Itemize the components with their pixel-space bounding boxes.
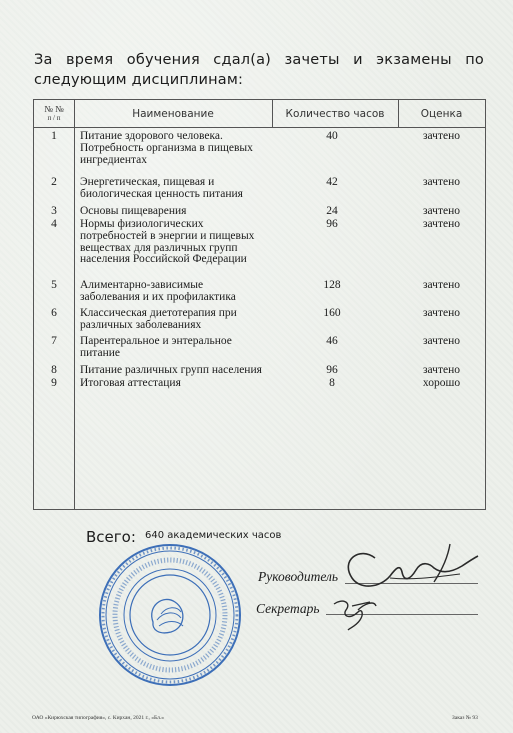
row-number: 7: [51, 335, 57, 347]
head-signature: [330, 538, 480, 598]
grade-value: зачтено: [422, 176, 460, 188]
hours-value: 96: [326, 218, 338, 230]
hours-value: 46: [326, 335, 338, 347]
hours-value: 42: [326, 176, 338, 188]
discipline-name: [80, 308, 280, 332]
hours-value: 128: [323, 279, 341, 291]
row-number: 5: [51, 279, 57, 291]
discipline-name: [80, 177, 280, 201]
order-number: Заказ № 93: [452, 715, 478, 721]
grade-value: зачтено: [422, 279, 460, 291]
header-number-bottom: п / п: [47, 113, 61, 122]
discipline-name-line: Энергетическая, пищевая и: [80, 176, 215, 188]
discipline-name-line: Парентеральное и энтеральное: [80, 335, 232, 347]
header-number: [34, 100, 74, 127]
hours-value: 8: [329, 377, 335, 389]
discipline-name: [80, 365, 280, 377]
grade-value: хорошо: [422, 377, 461, 389]
discipline-name-line: потребностей в энергии и пищевых: [80, 229, 255, 242]
printer-imprint: ОАО «Кирюхская типография», с. Кирхан, 2021 г., «Бл.»: [32, 715, 164, 721]
discipline-name: [80, 206, 280, 218]
discipline-name: [80, 131, 280, 166]
discipline-name-line: Нормы физиологических: [80, 218, 204, 230]
discipline-name-line: заболевания и их профилактика: [80, 290, 236, 303]
discipline-name-line: Классическая диетотерапия при: [80, 307, 237, 319]
header-number-top: № №: [44, 103, 64, 114]
discipline-name-line: питание: [80, 346, 120, 359]
hours-value: 40: [326, 130, 338, 142]
row-number: 3: [51, 205, 57, 217]
head-signature-label: Руководитель: [258, 569, 339, 584]
row-number: 2: [51, 176, 57, 188]
column-divider: [74, 100, 75, 509]
discipline-name-line: ингредиентах: [80, 153, 148, 166]
discipline-name-line: биологическая ценность питания: [80, 187, 243, 200]
header-grade: Оценка: [420, 107, 463, 120]
discipline-name-line: Основы пищеварения: [80, 205, 187, 217]
grade-value: зачтено: [422, 364, 460, 376]
total-label: Всего:: [86, 528, 136, 546]
grade-value: зачтено: [422, 335, 460, 347]
discipline-name: [80, 280, 280, 304]
discipline-name: [80, 336, 280, 360]
discipline-name-line: населения Российской Федерации: [80, 253, 247, 266]
discipline-name: [80, 219, 280, 266]
discipline-name-line: Алиментарно-зависимые: [80, 279, 204, 291]
page-heading: За время обучения сдал(а) зачеты и экзамены по следующим дисциплинам:: [34, 52, 484, 88]
header-hours: Количество часов: [285, 107, 385, 120]
discipline-name-line: Питание здорового человека.: [80, 130, 223, 142]
disciplines-table: [33, 99, 486, 510]
discipline-name-line: Питание различных групп населения: [80, 364, 262, 376]
row-number: 6: [51, 307, 57, 319]
secretary-signature-label: Секретарь: [256, 601, 320, 616]
row-number: 9: [51, 377, 57, 389]
discipline-name: [80, 378, 280, 390]
grade-value: зачтено: [422, 205, 460, 217]
hours-value: 24: [326, 205, 338, 217]
header-name: Наименование: [132, 107, 214, 120]
row-number: 1: [51, 130, 57, 142]
secretary-signature: [330, 592, 380, 632]
round-seal-stamp: [95, 540, 245, 690]
grade-value: зачтено: [422, 218, 460, 230]
grade-value: зачтено: [422, 130, 460, 142]
hours-value: 96: [326, 364, 338, 376]
discipline-name-line: различных заболеваниях: [80, 318, 202, 331]
row-number: 4: [51, 218, 57, 230]
total-value: 640 академических часов: [145, 530, 282, 541]
discipline-name-line: Потребность организма в пищевых: [80, 141, 253, 154]
discipline-name-line: Итоговая аттестация: [80, 377, 181, 389]
hours-value: 160: [323, 307, 341, 319]
grade-value: зачтено: [422, 307, 460, 319]
row-number: 8: [51, 364, 57, 376]
table-header: [34, 100, 485, 128]
discipline-name-line: веществах для различных групп: [80, 241, 238, 254]
